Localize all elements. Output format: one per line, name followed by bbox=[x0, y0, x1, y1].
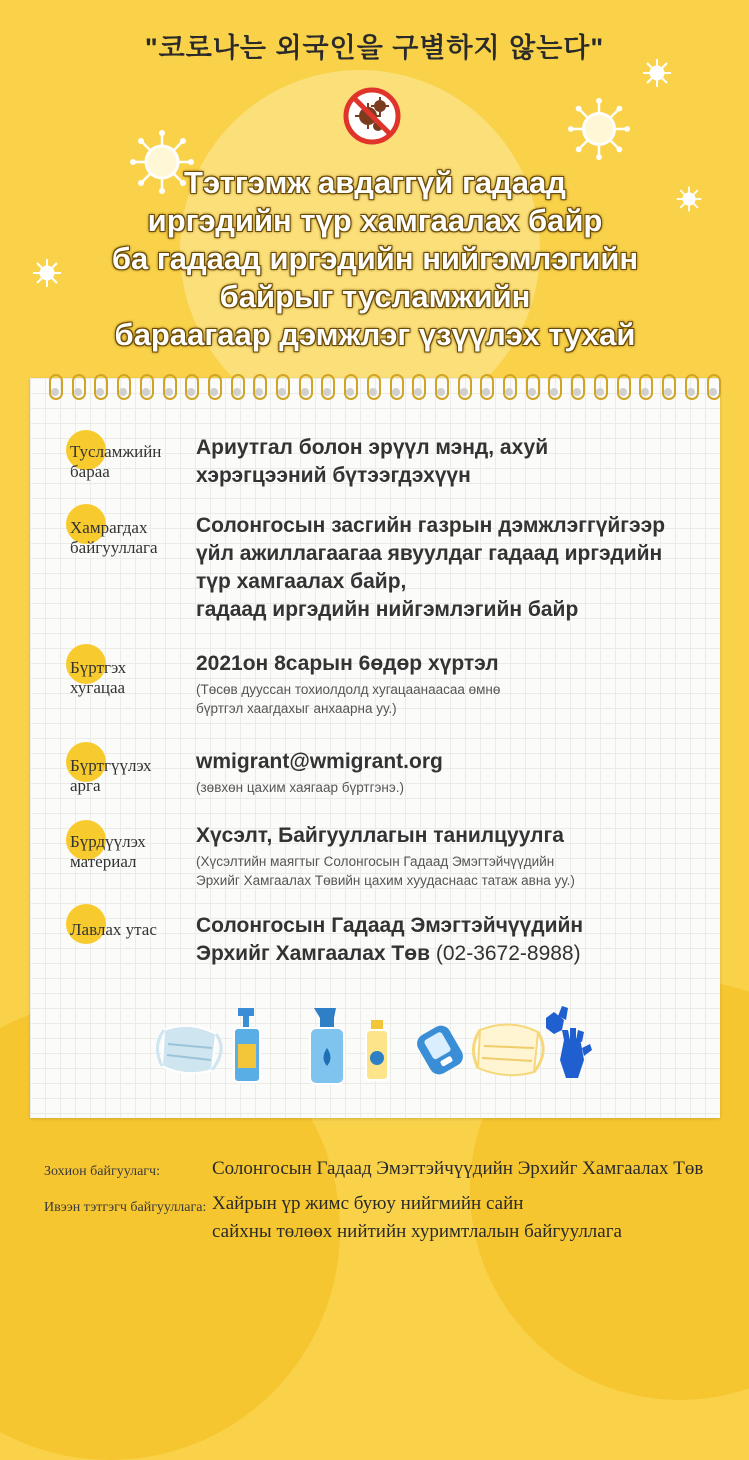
row-note: (зөвхөн цахим хаягаар бүртгэнэ.) bbox=[196, 780, 404, 795]
no-virus-icon bbox=[342, 86, 402, 146]
title-line: Тэтгэмж авдаггүй гадаад bbox=[184, 165, 566, 200]
row-label: Лавлах утас bbox=[70, 920, 157, 939]
row-note: (Төсөв дууссан тохиолдолд хугацаанаасаа өмнө бүртгэл хаагдахыг анхаарна уу.) bbox=[196, 682, 501, 716]
gloves-icon bbox=[546, 1006, 592, 1078]
notebook-hole bbox=[275, 372, 289, 400]
organizer-value: Солонгосын Гадаад Эмэгтэйчүүдийн Эрхийг Хамгаалах Төв bbox=[212, 1158, 704, 1179]
notebook-hole bbox=[638, 372, 652, 400]
title-line: иргэдийн түр хамгаалах байр bbox=[147, 203, 603, 238]
notebook-hole bbox=[706, 372, 720, 400]
notebook-hole bbox=[366, 372, 380, 400]
title-line: бараагаар дэмжлэг үзүүлэх тухай bbox=[114, 317, 636, 352]
row-value: Солонгосын Гадаад Эмэгтэйчүүдийн Эрхийг Хамгаалах Төв (02-3672-8988) bbox=[196, 914, 584, 965]
notebook-hole bbox=[93, 372, 107, 400]
notebook-holes bbox=[30, 372, 720, 402]
row-label: Бүртгүүлэх арга bbox=[70, 756, 152, 795]
row-label: Бүртгэх хугацаа bbox=[70, 658, 127, 697]
row-value: Хүсэлт, Байгууллагын танилцуулга bbox=[196, 824, 564, 847]
notebook-hole bbox=[434, 372, 448, 400]
notebook-hole bbox=[479, 372, 493, 400]
notebook-hole bbox=[684, 372, 698, 400]
notebook-hole bbox=[389, 372, 403, 400]
hygiene-items-illustration bbox=[150, 1000, 610, 1090]
sponsor-label: Ивээн тэтгэгч байгууллага: bbox=[44, 1200, 207, 1215]
notebook-hole bbox=[616, 372, 630, 400]
notebook-hole bbox=[457, 372, 471, 400]
notebook-hole bbox=[116, 372, 130, 400]
notebook-hole bbox=[320, 372, 334, 400]
notebook-hole bbox=[570, 372, 584, 400]
notebook-hole bbox=[48, 372, 62, 400]
row-label: Бүрдүүлэх материал bbox=[70, 832, 146, 871]
notebook-hole bbox=[343, 372, 357, 400]
title-line: байрыг тусламжийн bbox=[219, 279, 531, 314]
notebook-hole bbox=[207, 372, 221, 400]
page-title bbox=[60, 164, 690, 354]
notebook-hole bbox=[502, 372, 516, 400]
sponsor-value: Хайрын үр жимс буюу нийгмийн сайн сайхны төлөөх нийтийн хуримтлалын байгууллага bbox=[212, 1193, 622, 1242]
notebook-hole bbox=[661, 372, 675, 400]
face-mask-icon bbox=[157, 1026, 221, 1073]
organizer-label: Зохион байгуулагч: bbox=[44, 1164, 160, 1179]
row-label: Тусламжийн бараа bbox=[70, 442, 162, 481]
thermometer-icon bbox=[413, 1022, 466, 1078]
row-value[interactable] bbox=[196, 748, 443, 776]
korean-headline: "코로나는 외국인을 구별하지 않는다" bbox=[144, 33, 605, 63]
virus-icon bbox=[566, 96, 632, 162]
notebook-hole bbox=[139, 372, 153, 400]
face-mask-icon bbox=[473, 1024, 543, 1075]
virus-icon bbox=[30, 256, 64, 290]
notebook-hole bbox=[162, 372, 176, 400]
contact-email[interactable]: wmigrant@wmigrant.org bbox=[196, 750, 443, 773]
row-label: Хамрагдах байгууллага bbox=[70, 518, 158, 557]
row-value: Солонгосын засгийн газрын дэмжлэггүйгээр үйл ажиллагаагаа явуулдаг гадаад иргэдийн түр хамгаалах байр, гадаад иргэдийн нийгэмлэгийн байр bbox=[196, 514, 666, 621]
notebook-hole bbox=[230, 372, 244, 400]
notebook-hole bbox=[71, 372, 85, 400]
spray-bottle-icon bbox=[310, 1008, 344, 1084]
notebook-hole bbox=[252, 372, 266, 400]
notebook-hole bbox=[593, 372, 607, 400]
notebook-hole bbox=[298, 372, 312, 400]
row-note: (Хүсэлтийн маягтыг Солонгосын Гадаад Эмэгтэйчүүдийн Эрхийг Хамгаалах Төвийн цахим хуудаснаас татаж авна уу.) bbox=[196, 854, 575, 888]
notebook-hole bbox=[411, 372, 425, 400]
title-line: ба гадаад иргэдийн нийгэмлэгийн bbox=[111, 241, 639, 276]
row-value: 2021он 8сарын 6өдөр хүртэл bbox=[196, 652, 499, 675]
small-bottle-icon bbox=[366, 1020, 388, 1080]
phone-number[interactable]: (02-3672-8988) bbox=[435, 942, 581, 965]
notebook-hole bbox=[525, 372, 539, 400]
notebook-hole bbox=[547, 372, 561, 400]
notebook-hole bbox=[184, 372, 198, 400]
pump-bottle-icon bbox=[234, 1008, 260, 1082]
row-value: Ариутгал болон эрүүл мэнд, ахуй хэрэгцээний бүтээгдэхүүн bbox=[196, 436, 549, 487]
